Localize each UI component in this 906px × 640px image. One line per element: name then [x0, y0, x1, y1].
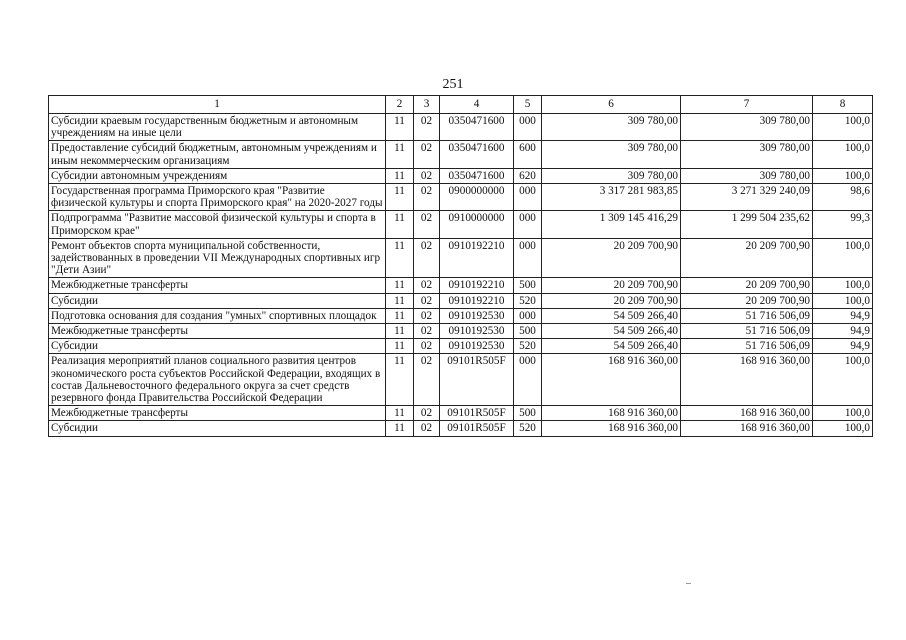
planned-amount-cell: 20 209 700,90: [542, 278, 681, 293]
expense-type-cell: 000: [514, 114, 542, 141]
table-row: [49, 211, 873, 238]
percent-cell: 98,6: [813, 184, 873, 211]
section-cell: 11: [386, 278, 414, 293]
table-row: [49, 308, 873, 323]
section-cell: 11: [386, 168, 414, 183]
column-header: 8: [813, 96, 873, 114]
table-row: [49, 354, 873, 406]
percent-cell: 100,0: [813, 293, 873, 308]
table-header-row: [49, 96, 873, 114]
expense-type-cell: 600: [514, 141, 542, 168]
percent-cell: 94,9: [813, 324, 873, 339]
executed-amount-cell: 51 716 506,09: [681, 324, 813, 339]
planned-amount-cell: 168 916 360,00: [542, 421, 681, 436]
subsection-cell: 02: [414, 184, 440, 211]
section-cell: 11: [386, 184, 414, 211]
row-name-cell: Межбюджетные трансферты: [49, 278, 386, 293]
table-row: [49, 406, 873, 421]
expense-type-cell: 000: [514, 308, 542, 323]
target-article-cell: 0350471600: [440, 141, 514, 168]
expense-type-cell: 500: [514, 278, 542, 293]
percent-cell: 100,0: [813, 114, 873, 141]
expense-type-cell: 000: [514, 184, 542, 211]
target-article-cell: 0910192210: [440, 278, 514, 293]
target-article-cell: 09101R505F: [440, 406, 514, 421]
subsection-cell: 02: [414, 324, 440, 339]
percent-cell: 100,0: [813, 406, 873, 421]
section-cell: 11: [386, 308, 414, 323]
column-header: 6: [542, 96, 681, 114]
planned-amount-cell: 1 309 145 416,29: [542, 211, 681, 238]
planned-amount-cell: 309 780,00: [542, 141, 681, 168]
section-cell: 11: [386, 293, 414, 308]
column-header: 1: [49, 96, 386, 114]
planned-amount-cell: 20 209 700,90: [542, 238, 681, 278]
column-header: 4: [440, 96, 514, 114]
table-row: [49, 168, 873, 183]
planned-amount-cell: 309 780,00: [542, 114, 681, 141]
table-row: [49, 339, 873, 354]
expense-type-cell: 620: [514, 168, 542, 183]
row-name-cell: Ремонт объектов спорта муниципальной собственности, задействованных в проведении VII Международных спортивных игр "Дети Азии": [49, 238, 386, 278]
target-article-cell: 0910192210: [440, 293, 514, 308]
target-article-cell: 0910192530: [440, 339, 514, 354]
executed-amount-cell: 1 299 504 235,62: [681, 211, 813, 238]
scan-mark: [686, 583, 691, 584]
section-cell: 11: [386, 141, 414, 168]
percent-cell: 94,9: [813, 308, 873, 323]
row-name-cell: Подпрограмма "Развитие массовой физической культуры и спорта в Приморском крае": [49, 211, 386, 238]
executed-amount-cell: 51 716 506,09: [681, 308, 813, 323]
section-cell: 11: [386, 114, 414, 141]
column-header: 7: [681, 96, 813, 114]
table-row: [49, 114, 873, 141]
target-article-cell: 0900000000: [440, 184, 514, 211]
executed-amount-cell: 309 780,00: [681, 168, 813, 183]
executed-amount-cell: 168 916 360,00: [681, 421, 813, 436]
row-name-cell: Предоставление субсидий бюджетным, автономным учреждениям и иным некоммерческим организациям: [49, 141, 386, 168]
subsection-cell: 02: [414, 141, 440, 168]
planned-amount-cell: 54 509 266,40: [542, 339, 681, 354]
subsection-cell: 02: [414, 238, 440, 278]
expense-type-cell: 520: [514, 293, 542, 308]
percent-cell: 100,0: [813, 421, 873, 436]
percent-cell: 100,0: [813, 168, 873, 183]
section-cell: 11: [386, 339, 414, 354]
row-name-cell: Субсидии: [49, 339, 386, 354]
page-number: 251: [442, 77, 464, 92]
subsection-cell: 02: [414, 293, 440, 308]
executed-amount-cell: 309 780,00: [681, 141, 813, 168]
subsection-cell: 02: [414, 406, 440, 421]
target-article-cell: 0910000000: [440, 211, 514, 238]
percent-cell: 100,0: [813, 278, 873, 293]
subsection-cell: 02: [414, 354, 440, 406]
table-row: [49, 278, 873, 293]
executed-amount-cell: 309 780,00: [681, 114, 813, 141]
expense-type-cell: 500: [514, 324, 542, 339]
percent-cell: 100,0: [813, 238, 873, 278]
row-name-cell: Межбюджетные трансферты: [49, 406, 386, 421]
row-name-cell: Межбюджетные трансферты: [49, 324, 386, 339]
row-name-cell: Подготовка основания для создания "умных" спортивных площадок: [49, 308, 386, 323]
subsection-cell: 02: [414, 308, 440, 323]
expense-type-cell: 520: [514, 339, 542, 354]
subsection-cell: 02: [414, 114, 440, 141]
section-cell: 11: [386, 406, 414, 421]
target-article-cell: 09101R505F: [440, 421, 514, 436]
row-name-cell: Субсидии: [49, 421, 386, 436]
expense-type-cell: 000: [514, 211, 542, 238]
row-name-cell: Субсидии краевым государственным бюджетным и автономным учреждениям на иные цели: [49, 114, 386, 141]
planned-amount-cell: 309 780,00: [542, 168, 681, 183]
planned-amount-cell: 3 317 281 983,85: [542, 184, 681, 211]
budget-table: [48, 95, 873, 437]
percent-cell: 99,3: [813, 211, 873, 238]
executed-amount-cell: 168 916 360,00: [681, 354, 813, 406]
percent-cell: 100,0: [813, 141, 873, 168]
column-header: 3: [414, 96, 440, 114]
table-row: [49, 324, 873, 339]
row-name-cell: Государственная программа Приморского края "Развитие физической культуры и спорта Приморского края" на 2020-2027 годы: [49, 184, 386, 211]
table-row: [49, 421, 873, 436]
table-row: [49, 141, 873, 168]
expense-type-cell: 500: [514, 406, 542, 421]
executed-amount-cell: 20 209 700,90: [681, 293, 813, 308]
section-cell: 11: [386, 238, 414, 278]
target-article-cell: 0910192530: [440, 324, 514, 339]
target-article-cell: 09101R505F: [440, 354, 514, 406]
executed-amount-cell: 168 916 360,00: [681, 406, 813, 421]
row-name-cell: Субсидии автономным учреждениям: [49, 168, 386, 183]
row-name-cell: Реализация мероприятий планов социального развития центров экономического роста субъектов Российской Федерации, входящих в состав Дальневосточного федерального округа за счет средств резервного фонда Правительства Российской Федерации: [49, 354, 386, 406]
column-header: 5: [514, 96, 542, 114]
planned-amount-cell: 54 509 266,40: [542, 308, 681, 323]
expense-type-cell: 000: [514, 354, 542, 406]
executed-amount-cell: 20 209 700,90: [681, 278, 813, 293]
subsection-cell: 02: [414, 339, 440, 354]
planned-amount-cell: 168 916 360,00: [542, 406, 681, 421]
target-article-cell: 0350471600: [440, 114, 514, 141]
percent-cell: 94,9: [813, 339, 873, 354]
table-row: [49, 293, 873, 308]
expense-type-cell: 520: [514, 421, 542, 436]
planned-amount-cell: 20 209 700,90: [542, 293, 681, 308]
target-article-cell: 0910192210: [440, 238, 514, 278]
section-cell: 11: [386, 354, 414, 406]
subsection-cell: 02: [414, 211, 440, 238]
percent-cell: 100,0: [813, 354, 873, 406]
executed-amount-cell: 51 716 506,09: [681, 339, 813, 354]
executed-amount-cell: 3 271 329 240,09: [681, 184, 813, 211]
section-cell: 11: [386, 211, 414, 238]
planned-amount-cell: 54 509 266,40: [542, 324, 681, 339]
subsection-cell: 02: [414, 421, 440, 436]
table-row: [49, 184, 873, 211]
column-header: 2: [386, 96, 414, 114]
section-cell: 11: [386, 421, 414, 436]
planned-amount-cell: 168 916 360,00: [542, 354, 681, 406]
section-cell: 11: [386, 324, 414, 339]
target-article-cell: 0350471600: [440, 168, 514, 183]
subsection-cell: 02: [414, 168, 440, 183]
executed-amount-cell: 20 209 700,90: [681, 238, 813, 278]
table-row: [49, 238, 873, 278]
expense-type-cell: 000: [514, 238, 542, 278]
target-article-cell: 0910192530: [440, 308, 514, 323]
row-name-cell: Субсидии: [49, 293, 386, 308]
subsection-cell: 02: [414, 278, 440, 293]
table-body: [49, 114, 873, 437]
